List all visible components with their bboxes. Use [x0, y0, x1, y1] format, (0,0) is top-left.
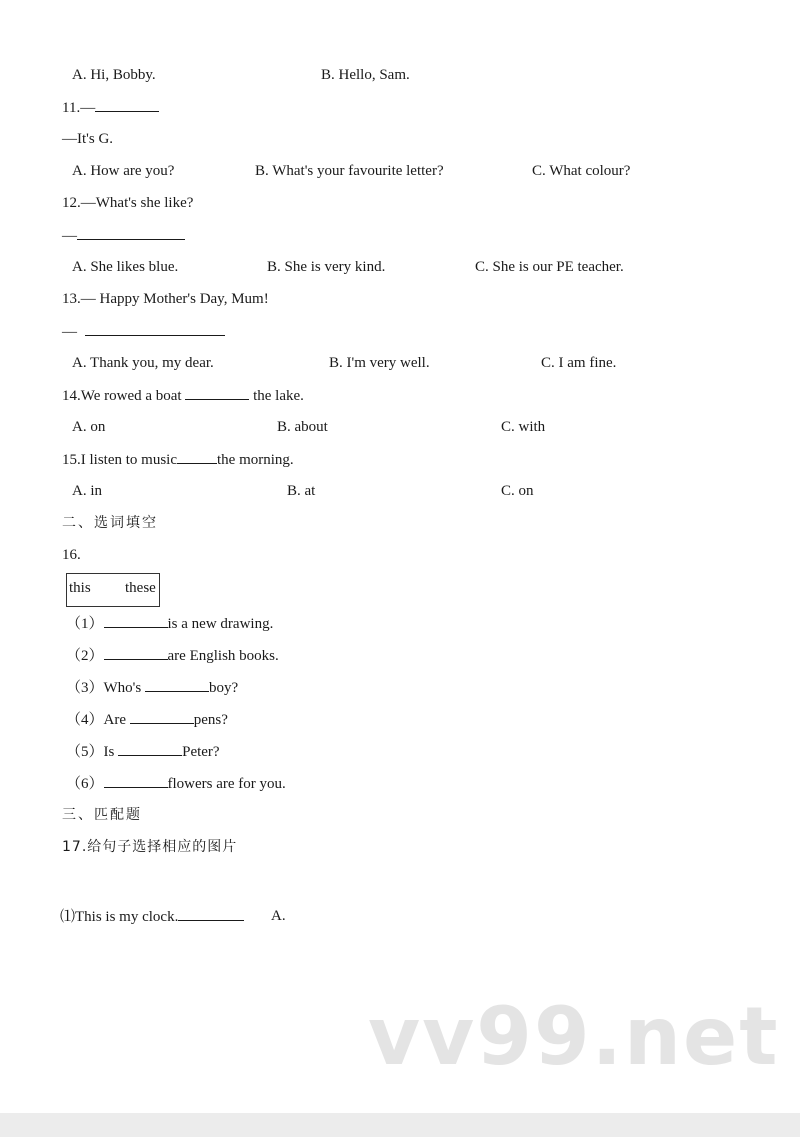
q14-option-b: B. about [277, 419, 328, 435]
q17-item-1-blank [178, 906, 244, 921]
q15-post: the morning. [217, 452, 294, 468]
q12-option-c: C. She is our PE teacher. [475, 259, 624, 275]
q13-blank [85, 321, 225, 336]
q16-item-4-blank [130, 709, 194, 724]
q10-option-b: B. Hello, Sam. [321, 67, 410, 83]
q11-option-c: C. What colour? [532, 163, 631, 179]
q16-item-1-post: is a new drawing. [167, 616, 274, 632]
q16-word-1: this [69, 580, 91, 596]
page-bottom-bar [0, 1113, 800, 1137]
q12-blank [77, 225, 185, 240]
q16-number: 16. [62, 547, 81, 563]
q10-option-a: A. Hi, Bobby. [72, 67, 156, 83]
q14-blank [185, 385, 249, 400]
section-2-heading: 二、选词填空 [62, 515, 158, 531]
q16-item-2-post: are English books. [167, 648, 279, 664]
q16-item-1-num: （1） [66, 616, 104, 632]
q16-word-2: these [125, 580, 156, 596]
q16-item-6 [66, 773, 286, 794]
q16-item-1-blank [104, 613, 168, 628]
q14-prompt [62, 385, 304, 406]
q13-prompt: 13.— Happy Mother's Day, Mum! [62, 291, 269, 307]
q13-dash: — [62, 324, 81, 340]
q12-prompt: 12.—What's she like? [62, 195, 194, 211]
q16-item-2-num: （2） [66, 648, 104, 664]
q13-answer-line [62, 321, 225, 342]
q16-item-5-pre: Is [103, 744, 119, 760]
q16-item-3-blank [145, 677, 209, 692]
q16-item-4-post: pens? [193, 712, 228, 728]
q11-option-b: B. What's your favourite letter? [255, 163, 444, 179]
q16-item-3 [66, 677, 238, 698]
q17-title: 17.给句子选择相应的图片 [62, 839, 238, 855]
q16-item-5-blank [118, 741, 182, 756]
q14-option-a: A. on [72, 419, 106, 435]
q16-item-5-num: （5） [66, 744, 104, 760]
q17-item-1 [60, 906, 244, 927]
q16-word-box [66, 573, 160, 607]
q16-item-2 [66, 645, 279, 666]
q11-prompt-text: 11.— [62, 100, 96, 116]
q16-item-3-pre: Who's [103, 680, 145, 696]
q12-option-a: A. She likes blue. [72, 259, 179, 275]
watermark: vv99.net [368, 990, 780, 1083]
q16-item-4 [66, 709, 228, 730]
q16-item-1 [66, 613, 273, 634]
q16-item-6-post: flowers are for you. [167, 776, 286, 792]
q15-option-a: A. in [72, 483, 102, 499]
q14-option-c: C. with [501, 419, 546, 435]
q15-option-b: B. at [287, 483, 316, 499]
q17-item-1-text: ⑴This is my clock. [60, 909, 179, 925]
q11-option-a: A. How are you? [72, 163, 175, 179]
q12-option-b: B. She is very kind. [267, 259, 386, 275]
q14-post: the lake. [249, 388, 304, 404]
q16-item-5 [66, 741, 220, 762]
q16-item-3-post: boy? [208, 680, 239, 696]
q13-option-c: C. I am fine. [541, 355, 617, 371]
q13-option-a: A. Thank you, my dear. [72, 355, 214, 371]
q16-item-5-post: Peter? [182, 744, 220, 760]
q16-item-6-blank [104, 773, 168, 788]
q16-item-3-num: （3） [66, 680, 104, 696]
q12-dash: — [62, 228, 77, 244]
q12-answer-line [62, 225, 185, 246]
q15-pre: 15.I listen to music [62, 452, 177, 468]
q16-item-4-num: （4） [66, 712, 104, 728]
q16-item-2-blank [104, 645, 168, 660]
q13-option-b: B. I'm very well. [329, 355, 430, 371]
q11-blank [95, 97, 159, 112]
q11-answer: —It's G. [62, 131, 114, 147]
q15-blank [177, 449, 217, 464]
q14-pre: 14.We rowed a boat [62, 388, 186, 404]
q15-prompt [62, 449, 294, 470]
q16-item-4-pre: Are [103, 712, 130, 728]
section-3-heading: 三、匹配题 [62, 807, 142, 823]
q17-option-a: A. [271, 908, 286, 924]
q11-prompt [62, 97, 159, 118]
q15-option-c: C. on [501, 483, 534, 499]
q16-item-6-num: （6） [66, 776, 104, 792]
